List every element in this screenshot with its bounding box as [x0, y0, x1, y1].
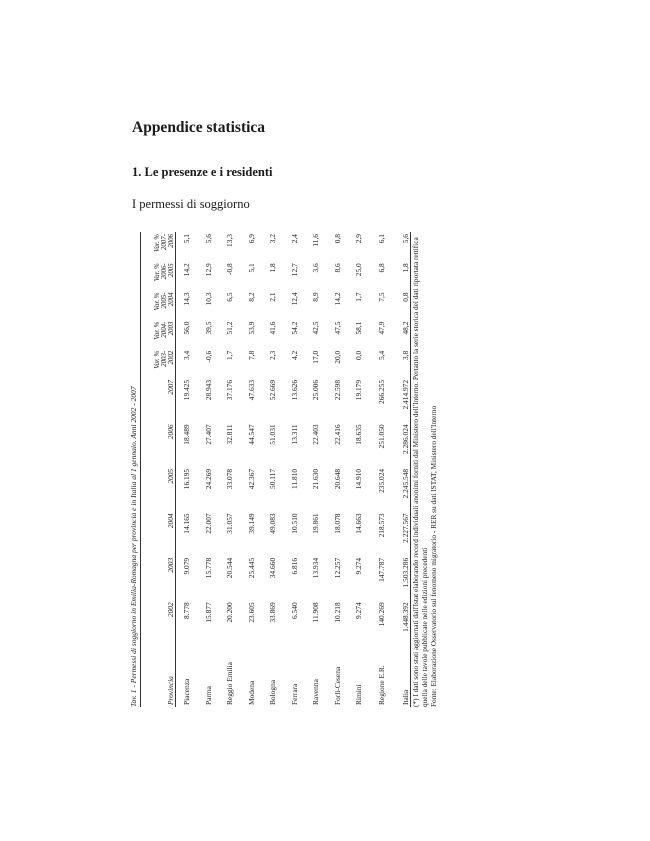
column-header-var-line: 2003-	[160, 350, 168, 367]
table-cell: 9.274	[354, 602, 363, 619]
row-label: Reggio Emilia	[225, 662, 234, 705]
table-cell: 14,2	[332, 292, 342, 306]
table-cell: 32.811	[225, 424, 234, 445]
table-cell: 5,6	[203, 234, 213, 244]
table-source: Fonte: Elaborazione Osservatorio sul fenomeno migratorio - RER su dati ISTAT, Ministero dell'Interno	[429, 405, 439, 707]
table-cell: 13.626	[289, 379, 299, 401]
table-cell: 51.031	[268, 424, 277, 445]
column-header-var-line: 2007-	[160, 234, 168, 251]
table-cell: 50.117	[268, 468, 277, 489]
table-cell: 18.635	[354, 424, 363, 445]
table-cell: 10.218	[332, 602, 342, 623]
table-cell: 1.448.392	[394, 600, 411, 644]
table-cell: 20,0	[332, 350, 342, 364]
table-cell: 39,5	[203, 321, 213, 335]
table-cell: 5,1	[246, 263, 256, 273]
table-cell: 18.078	[332, 513, 342, 534]
column-header-var	[141, 290, 176, 319]
table-cell: 15.778	[203, 557, 213, 579]
table-body	[176, 232, 411, 707]
table-cell: 6,1	[376, 234, 386, 244]
column-header-var-line: Var. %	[153, 234, 161, 252]
table-cell: 2,9	[354, 234, 363, 244]
table-cell: 13.934	[311, 557, 320, 579]
table-cell: 8,6	[332, 263, 342, 273]
table-cell: 14,2	[182, 263, 191, 277]
table-cell: 48,2	[394, 320, 411, 349]
row-label: Modena	[246, 680, 256, 705]
table-cell: 3,6	[311, 263, 320, 273]
column-header-var-line: Var. %	[153, 350, 161, 369]
rotated-table-block	[129, 232, 439, 707]
table-cell: 2.227.567	[394, 511, 411, 555]
table-cell: 41,6	[268, 321, 277, 335]
column-header-var-line: 2004-	[160, 321, 168, 338]
row-label: Rimini	[354, 684, 363, 705]
table-cell: 5,4	[376, 350, 386, 361]
subsection-title: I permessi di soggiorno	[132, 197, 250, 211]
table-cell: 24.269	[203, 468, 213, 490]
table-row	[176, 232, 198, 707]
table-row	[262, 232, 284, 707]
row-label: Bologna	[268, 679, 277, 705]
table-caption: Tav. 1 - Permessi di soggiorno in Emilia-Romagna per provincia e in Italia al 1 gennaio. Anni 2002 - 2007	[129, 386, 138, 707]
table-cell: 3,2	[268, 234, 277, 244]
row-label: Ferrara	[289, 683, 299, 705]
table-cell: 2.286.024	[394, 422, 411, 466]
table-row	[241, 232, 263, 707]
table-cell: 33.078	[225, 468, 234, 490]
table-cell: 10.510	[289, 513, 299, 534]
table-row	[370, 232, 394, 707]
column-header-var-line: 2006	[168, 234, 176, 248]
table-cell: 12,4	[289, 292, 299, 306]
table-cell: 53,9	[246, 321, 256, 335]
table-cell: 21.630	[311, 468, 320, 490]
table-cell: 47.633	[246, 379, 256, 401]
table-cell: 2,3	[268, 350, 277, 361]
table-cell: 4,2	[289, 350, 299, 361]
table-cell: 8,2	[246, 292, 256, 302]
table-cell: 11,6	[311, 234, 320, 247]
table-cell: 19.861	[311, 513, 320, 534]
table-cell: 39.149	[246, 513, 256, 534]
table-cell: 8,9	[311, 292, 320, 302]
table-note: (*) I dati sono stati aggiornati dall'Istat elaborando record individuali anonimi forniti dal Ministero dell'Interno. Pertanto la serie storica dei dati riportata rettifica quella delle tavole pubblicate nelle edizioni precedenti	[410, 237, 429, 707]
table-cell: 22.007	[203, 513, 213, 534]
table-header-row	[141, 232, 176, 707]
table-cell: 14.910	[354, 468, 363, 490]
column-header-var	[141, 232, 176, 261]
table-cell: 23.605	[246, 602, 256, 623]
table-cell: 12,7	[289, 263, 299, 277]
table-cell: 25.445	[246, 557, 256, 579]
table-cell: 42.367	[246, 468, 256, 490]
table-cell: 147.787	[376, 557, 386, 582]
column-header-var	[141, 320, 176, 349]
table-cell: 5,6	[394, 232, 411, 261]
table-cell: 11.810	[289, 468, 299, 489]
table-cell: 1,7	[225, 350, 234, 361]
table-cell: 18.489	[182, 424, 191, 445]
column-header-var-line: Var. %	[153, 321, 161, 340]
table-cell: 0,8	[332, 234, 342, 244]
table-cell: 13,3	[225, 234, 234, 247]
table-cell: 34.660	[268, 557, 277, 579]
table-cell: 22.403	[311, 424, 320, 445]
table-cell: 6,8	[376, 263, 386, 273]
table-cell: 33.869	[268, 602, 277, 623]
table-row	[219, 232, 241, 707]
table-cell: 14,3	[182, 292, 191, 306]
table-row	[348, 232, 370, 707]
table-row	[394, 232, 411, 707]
column-header-var-line: 2005-	[160, 292, 168, 309]
table-cell: 56,0	[182, 321, 191, 335]
table-cell: -0,8	[225, 263, 234, 275]
table-cell: 7,5	[376, 292, 386, 302]
table-cell: 14.663	[354, 513, 363, 534]
table-cell: 5,1	[182, 234, 191, 244]
table-cell: 11.908	[311, 602, 320, 623]
table-cell: 42,5	[311, 321, 320, 335]
table-cell: 2,4	[289, 234, 299, 244]
column-header-year: 2007	[141, 378, 176, 422]
table-cell: 16.195	[182, 468, 191, 490]
section-title: 1. Le presenze e i residenti	[132, 165, 273, 179]
table-cell: 1,8	[394, 261, 411, 290]
table-cell: 2.414.972	[394, 378, 411, 422]
table-cell: 20.200	[225, 602, 234, 623]
table-cell: 3,8	[394, 349, 411, 378]
row-label: Italia	[394, 645, 411, 707]
table-cell: 1.503.286	[394, 556, 411, 600]
table-cell: 31.057	[225, 513, 234, 534]
table-cell: 22.598	[332, 379, 342, 401]
table-cell: 140.269	[376, 602, 386, 627]
column-header-var-line: 2006-	[160, 263, 168, 280]
table-row	[198, 232, 220, 707]
table-cell: 3,4	[182, 350, 191, 361]
column-header-year: 2004	[141, 511, 176, 555]
table-cell: 13.311	[289, 424, 299, 445]
column-header-var-line: Var. %	[153, 263, 161, 282]
table-cell: 37.176	[225, 379, 234, 401]
row-label: Forlì-Cesena	[332, 666, 342, 705]
table-cell: 235.024	[376, 468, 386, 493]
row-label: Ravenna	[311, 679, 320, 705]
column-header-year: 2003	[141, 556, 176, 600]
table-cell: 49.083	[268, 513, 277, 534]
table-cell: 27.407	[203, 424, 213, 445]
column-header-var-line: 2005	[168, 263, 176, 278]
table-cell: -0,6	[203, 350, 213, 363]
table-cell: 251.050	[376, 424, 386, 449]
row-label: Parma	[203, 686, 213, 705]
permits-table	[140, 232, 411, 707]
table-cell: 17,0	[311, 350, 320, 364]
table-cell: 9.079	[182, 557, 191, 575]
table-cell: 20.648	[332, 468, 342, 490]
column-header-year: 2006	[141, 422, 176, 466]
table-row	[305, 232, 327, 707]
table-cell: 12,9	[203, 263, 213, 277]
table-cell: 47,9	[376, 321, 386, 335]
page-heading: Appendice statistica	[132, 119, 266, 136]
column-header-year: 2002	[141, 600, 176, 644]
table-cell: 0,0	[354, 350, 363, 361]
table-cell: 25,0	[354, 263, 363, 277]
table-cell: 52.669	[268, 379, 277, 401]
table-cell: 6.816	[289, 557, 299, 575]
table-cell: 28.943	[203, 379, 213, 401]
table-cell: 58,1	[354, 321, 363, 335]
table-cell: 1,8	[268, 263, 277, 273]
table-cell: 19.179	[354, 379, 363, 401]
column-header-var-line: Var. %	[153, 292, 161, 311]
column-header-var-line: 2003	[168, 321, 176, 336]
table-row	[327, 232, 349, 707]
table-cell: 14.165	[182, 513, 191, 534]
table-cell: 19.425	[182, 379, 191, 401]
column-header-var	[141, 261, 176, 290]
table-cell: 20.544	[225, 557, 234, 579]
table-cell: 0,8	[394, 290, 411, 319]
table-cell: 47,5	[332, 321, 342, 335]
table-cell: 10,3	[203, 292, 213, 306]
table-cell: 9.274	[354, 557, 363, 575]
table-cell: 51,2	[225, 321, 234, 335]
table-cell: 44.547	[246, 424, 256, 445]
column-header-var-line: 2004	[168, 292, 176, 307]
table-cell: 6.540	[289, 602, 299, 619]
table-cell: 2,1	[268, 292, 277, 302]
table-cell: 6,5	[225, 292, 234, 302]
table-cell: 54,2	[289, 321, 299, 335]
table-row	[284, 232, 306, 707]
column-header-var	[141, 349, 176, 378]
row-label: Regione E.R.	[376, 665, 386, 705]
table-cell: 1,7	[354, 292, 363, 302]
table-cell: 25.006	[311, 379, 320, 401]
column-header-year: 2005	[141, 467, 176, 511]
table-cell: 12.257	[332, 557, 342, 579]
row-label: Piacenza	[182, 678, 191, 705]
table-cell: 218.573	[376, 513, 386, 538]
column-header-provincia: Provincia	[141, 645, 176, 707]
table-cell: 15.877	[203, 602, 213, 623]
table-cell: 266.255	[376, 379, 386, 404]
table-cell: 22.416	[332, 424, 342, 445]
column-header-var-line: 2002	[168, 350, 176, 365]
table-cell: 6,9	[246, 234, 256, 244]
table-cell: 8.778	[182, 602, 191, 619]
table-cell: 2.245.548	[394, 467, 411, 511]
table-cell: 7,8	[246, 350, 256, 361]
